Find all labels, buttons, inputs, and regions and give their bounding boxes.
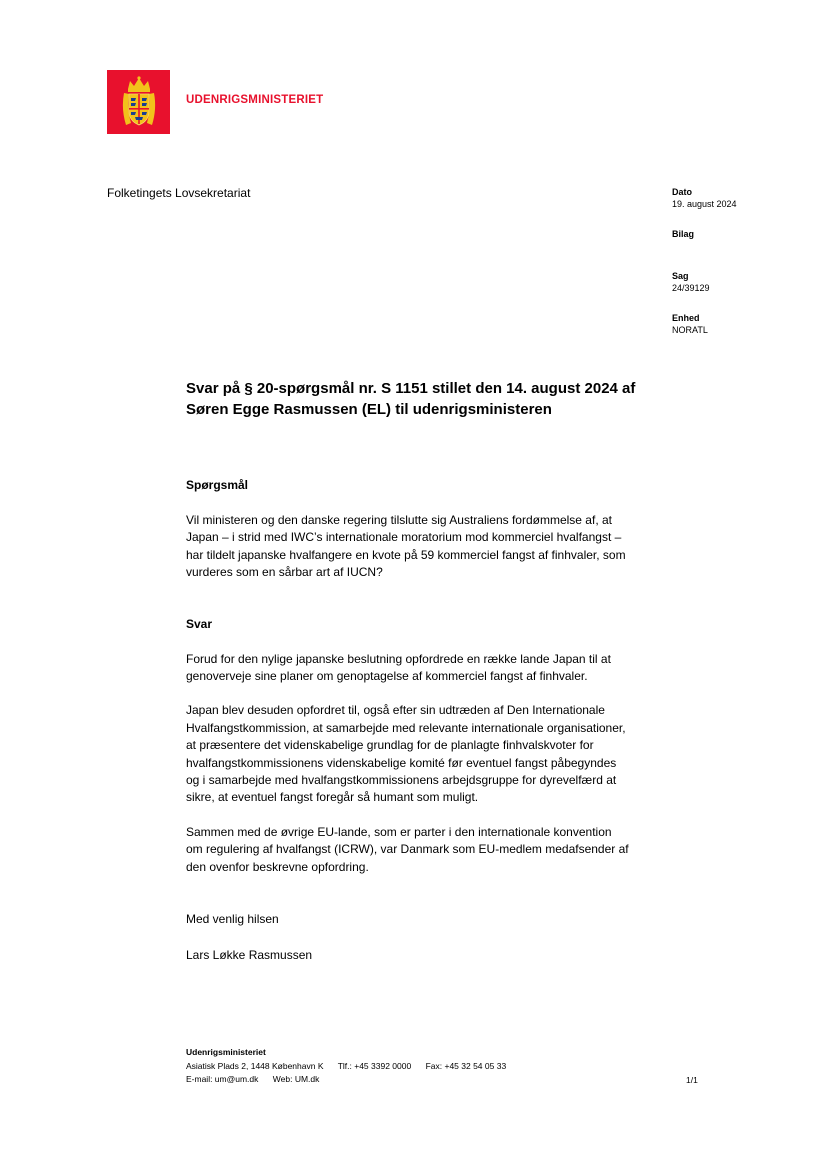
meta-date (672, 186, 792, 210)
footer-address: Asiatisk Plads 2, 1448 København K (186, 1060, 324, 1071)
footer-phone: Tlf.: +45 3392 0000 (337, 1060, 412, 1071)
meta-case-label: Sag (672, 271, 689, 281)
footer-contact-line (186, 1060, 506, 1074)
letter-body (186, 378, 666, 964)
answer-paragraph (186, 702, 666, 806)
recipient: Folketingets Lovsekretariat (107, 186, 251, 200)
closing-greeting: Med venlig hilsen (186, 912, 279, 927)
text-line: at præsentere det videnskabelige grundlag for de planlagte finhvalskvoter for (186, 738, 594, 753)
meta-unit-value: NORATL (672, 325, 708, 335)
meta-date-label: Dato (672, 187, 692, 197)
meta-unit-label: Enhed (672, 313, 700, 323)
text-line: Forud for den nylige japanske beslutning opfordrede en række lande Japan til at (186, 651, 611, 666)
title-line: Svar på § 20-spørgsmål nr. S 1151 stillet den 14. august 2024 af (186, 380, 636, 397)
meta-unit (672, 312, 792, 336)
footer-web-link[interactable]: Web: UM.dk (272, 1074, 320, 1084)
signature: Lars Løkke Rasmussen (186, 947, 313, 962)
text-line: Hvalfangstkommission, at samarbejde med relevante internationale organisationer, (186, 720, 626, 735)
text-line: Vil ministeren og den danske regering tilslutte sig Australiens fordømmelse af, at (186, 513, 612, 527)
text-line: hvalfangstkommissionens videnskabelige komité før eventuel fangst påbegyndes (186, 755, 617, 770)
text-line: har tildelt japanske hvalfangere en kvote på 59 kommerciel fangst af finhvaler, som (186, 547, 626, 562)
meta-attachment-label: Bilag (672, 229, 695, 239)
footer (186, 1046, 506, 1087)
brand-name: UDENRIGSMINISTERIET (186, 94, 324, 106)
meta-case (672, 270, 792, 294)
text-line: og i samarbejde med hvalfangstkommissionens arbejdsgruppe for dyrevelfærd at (186, 773, 617, 788)
text-line: genoverveje sine planer om genoptagelse af kommerciel fangst af finhvaler. (186, 669, 588, 684)
document-meta (672, 186, 792, 354)
text-line: den ovenfor beskrevne opfordring. (186, 859, 369, 874)
royal-coat-of-arms-icon (119, 75, 159, 129)
logo-box (107, 70, 170, 134)
question-text (186, 512, 666, 582)
footer-org: Udenrigsministeriet (186, 1047, 266, 1057)
footer-email-link[interactable]: E-mail: um@um.dk (186, 1074, 259, 1084)
title-line: Søren Egge Rasmussen (EL) til udenrigsministeren (186, 401, 552, 418)
text-line: Japan – i strid med IWC’s internationale moratorium mod kommerciel hvalfangst – (186, 530, 622, 545)
footer-web-line (186, 1073, 506, 1087)
text-line: vurderes som en sårbar art af IUCN? (186, 565, 383, 580)
meta-attachment (672, 228, 792, 240)
meta-case-value: 24/39129 (672, 283, 710, 293)
answer-paragraph (186, 824, 666, 876)
footer-fax: Fax: +45 32 54 05 33 (425, 1060, 507, 1071)
answer-paragraph (186, 651, 666, 686)
letter-title (186, 378, 666, 420)
text-line: om regulering af hvalfangst (ICRW), var Danmark som EU-medlem medafsender af (186, 842, 629, 857)
question-heading: Spørgsmål (186, 478, 249, 492)
text-line: Sammen med de øvrige EU-lande, som er parter i den internationale konvention (186, 824, 612, 839)
meta-date-value: 19. august 2024 (672, 199, 737, 209)
answer-heading: Svar (186, 616, 213, 631)
page-number: 1/1 (686, 1075, 698, 1085)
text-line: sikre, at eventuel fangst foregår så humant som muligt. (186, 790, 479, 805)
text-line: Japan blev desuden opfordret til, også efter sin udtræden af Den Internationale (186, 703, 605, 718)
